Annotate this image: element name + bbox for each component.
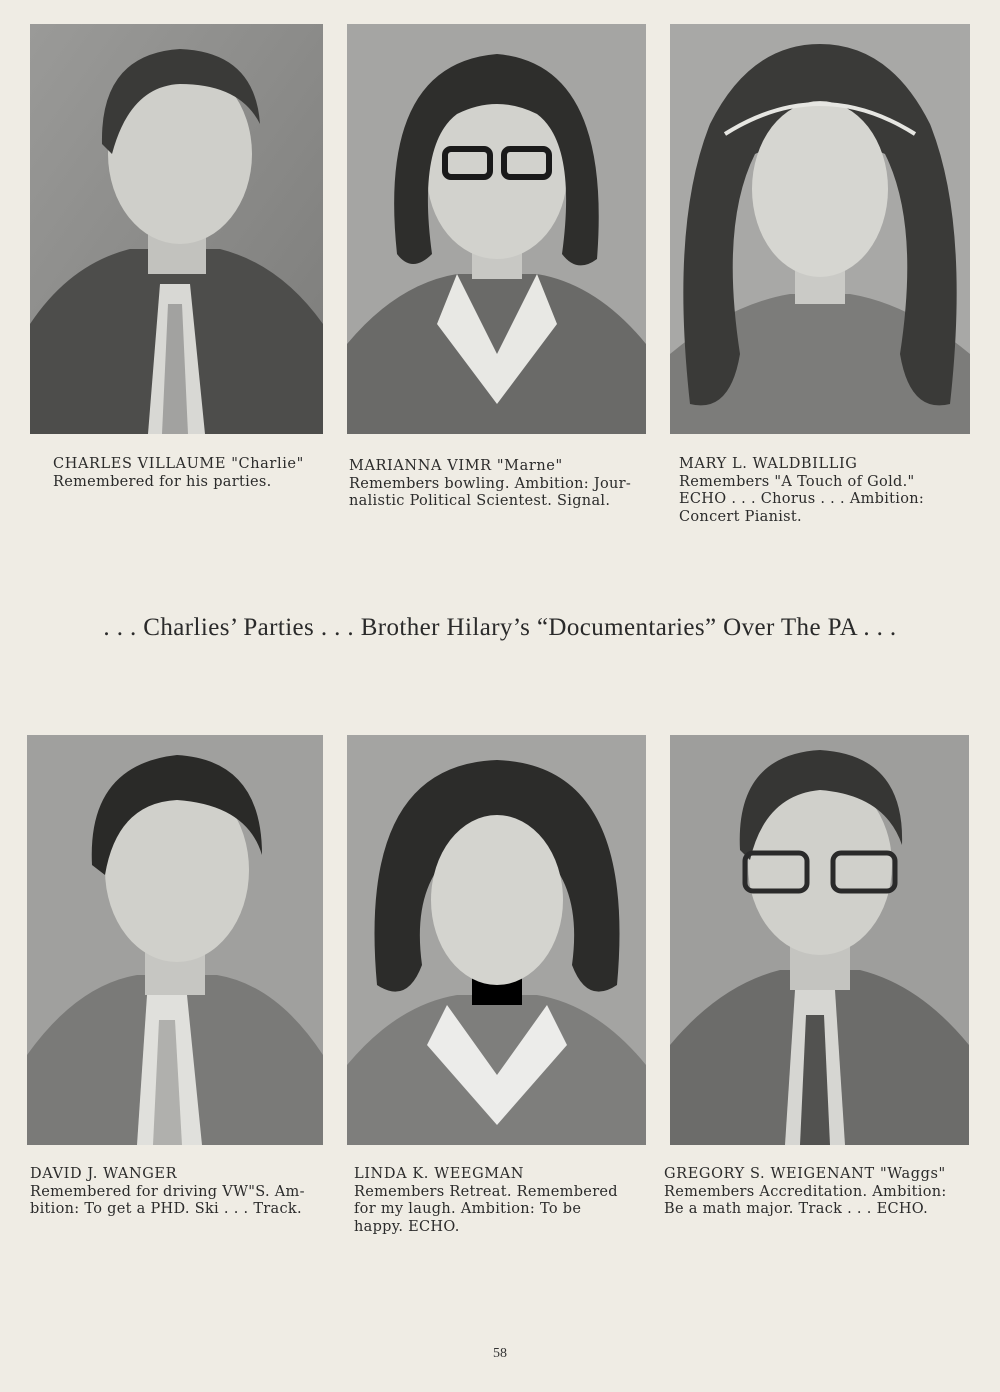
caption-line: Remembered for driving VW"S. Am-	[30, 1183, 305, 1200]
caption-line: nalistic Political Scientest. Signal.	[349, 493, 611, 509]
student-name: MARIANNA VIMR "Marne"	[349, 458, 563, 474]
student-photo-2	[347, 24, 646, 434]
student-photo-4	[27, 735, 323, 1145]
student-caption-1	[53, 456, 304, 491]
student-caption-5	[354, 1166, 618, 1236]
caption-line: Remembered for his parties.	[53, 473, 272, 490]
student-name: MARY L. WALDBILLIG	[679, 456, 858, 472]
caption-line: Remembers "A Touch of Gold."	[679, 473, 915, 490]
caption-line: Be a math major. Track . . . ECHO.	[664, 1201, 929, 1217]
student-caption-2	[349, 458, 631, 511]
banner-quote: . . . Charlies’ Parties . . . Brother Hilary’s “Documentaries” Over The PA . . .	[103, 614, 897, 641]
page-number: 58	[493, 1346, 507, 1361]
caption-line: Remembers Accreditation. Ambition:	[664, 1183, 947, 1200]
student-caption-6	[664, 1166, 947, 1219]
caption-line: ECHO . . . Chorus . . . Ambition:	[679, 491, 925, 507]
student-photo-6	[670, 735, 969, 1145]
student-photo-5	[347, 735, 646, 1145]
student-caption-4	[30, 1166, 305, 1219]
student-photo-1	[30, 24, 323, 434]
student-name: LINDA K. WEEGMAN	[354, 1166, 525, 1182]
caption-line: for my laugh. Ambition: To be	[354, 1201, 582, 1217]
student-name: CHARLES VILLAUME "Charlie"	[53, 456, 304, 472]
caption-line: Remembers bowling. Ambition: Jour-	[349, 475, 632, 492]
caption-line: Concert Pianist.	[679, 508, 802, 525]
student-caption-3	[679, 456, 924, 526]
student-photo-3	[670, 24, 970, 434]
caption-line: Remembers Retreat. Remembered	[354, 1183, 618, 1200]
caption-line: bition: To get a PHD. Ski . . . Track.	[30, 1201, 302, 1217]
caption-line: happy. ECHO.	[354, 1218, 460, 1235]
student-name: DAVID J. WANGER	[30, 1166, 178, 1182]
student-name: GREGORY S. WEIGENANT "Waggs"	[664, 1166, 946, 1182]
